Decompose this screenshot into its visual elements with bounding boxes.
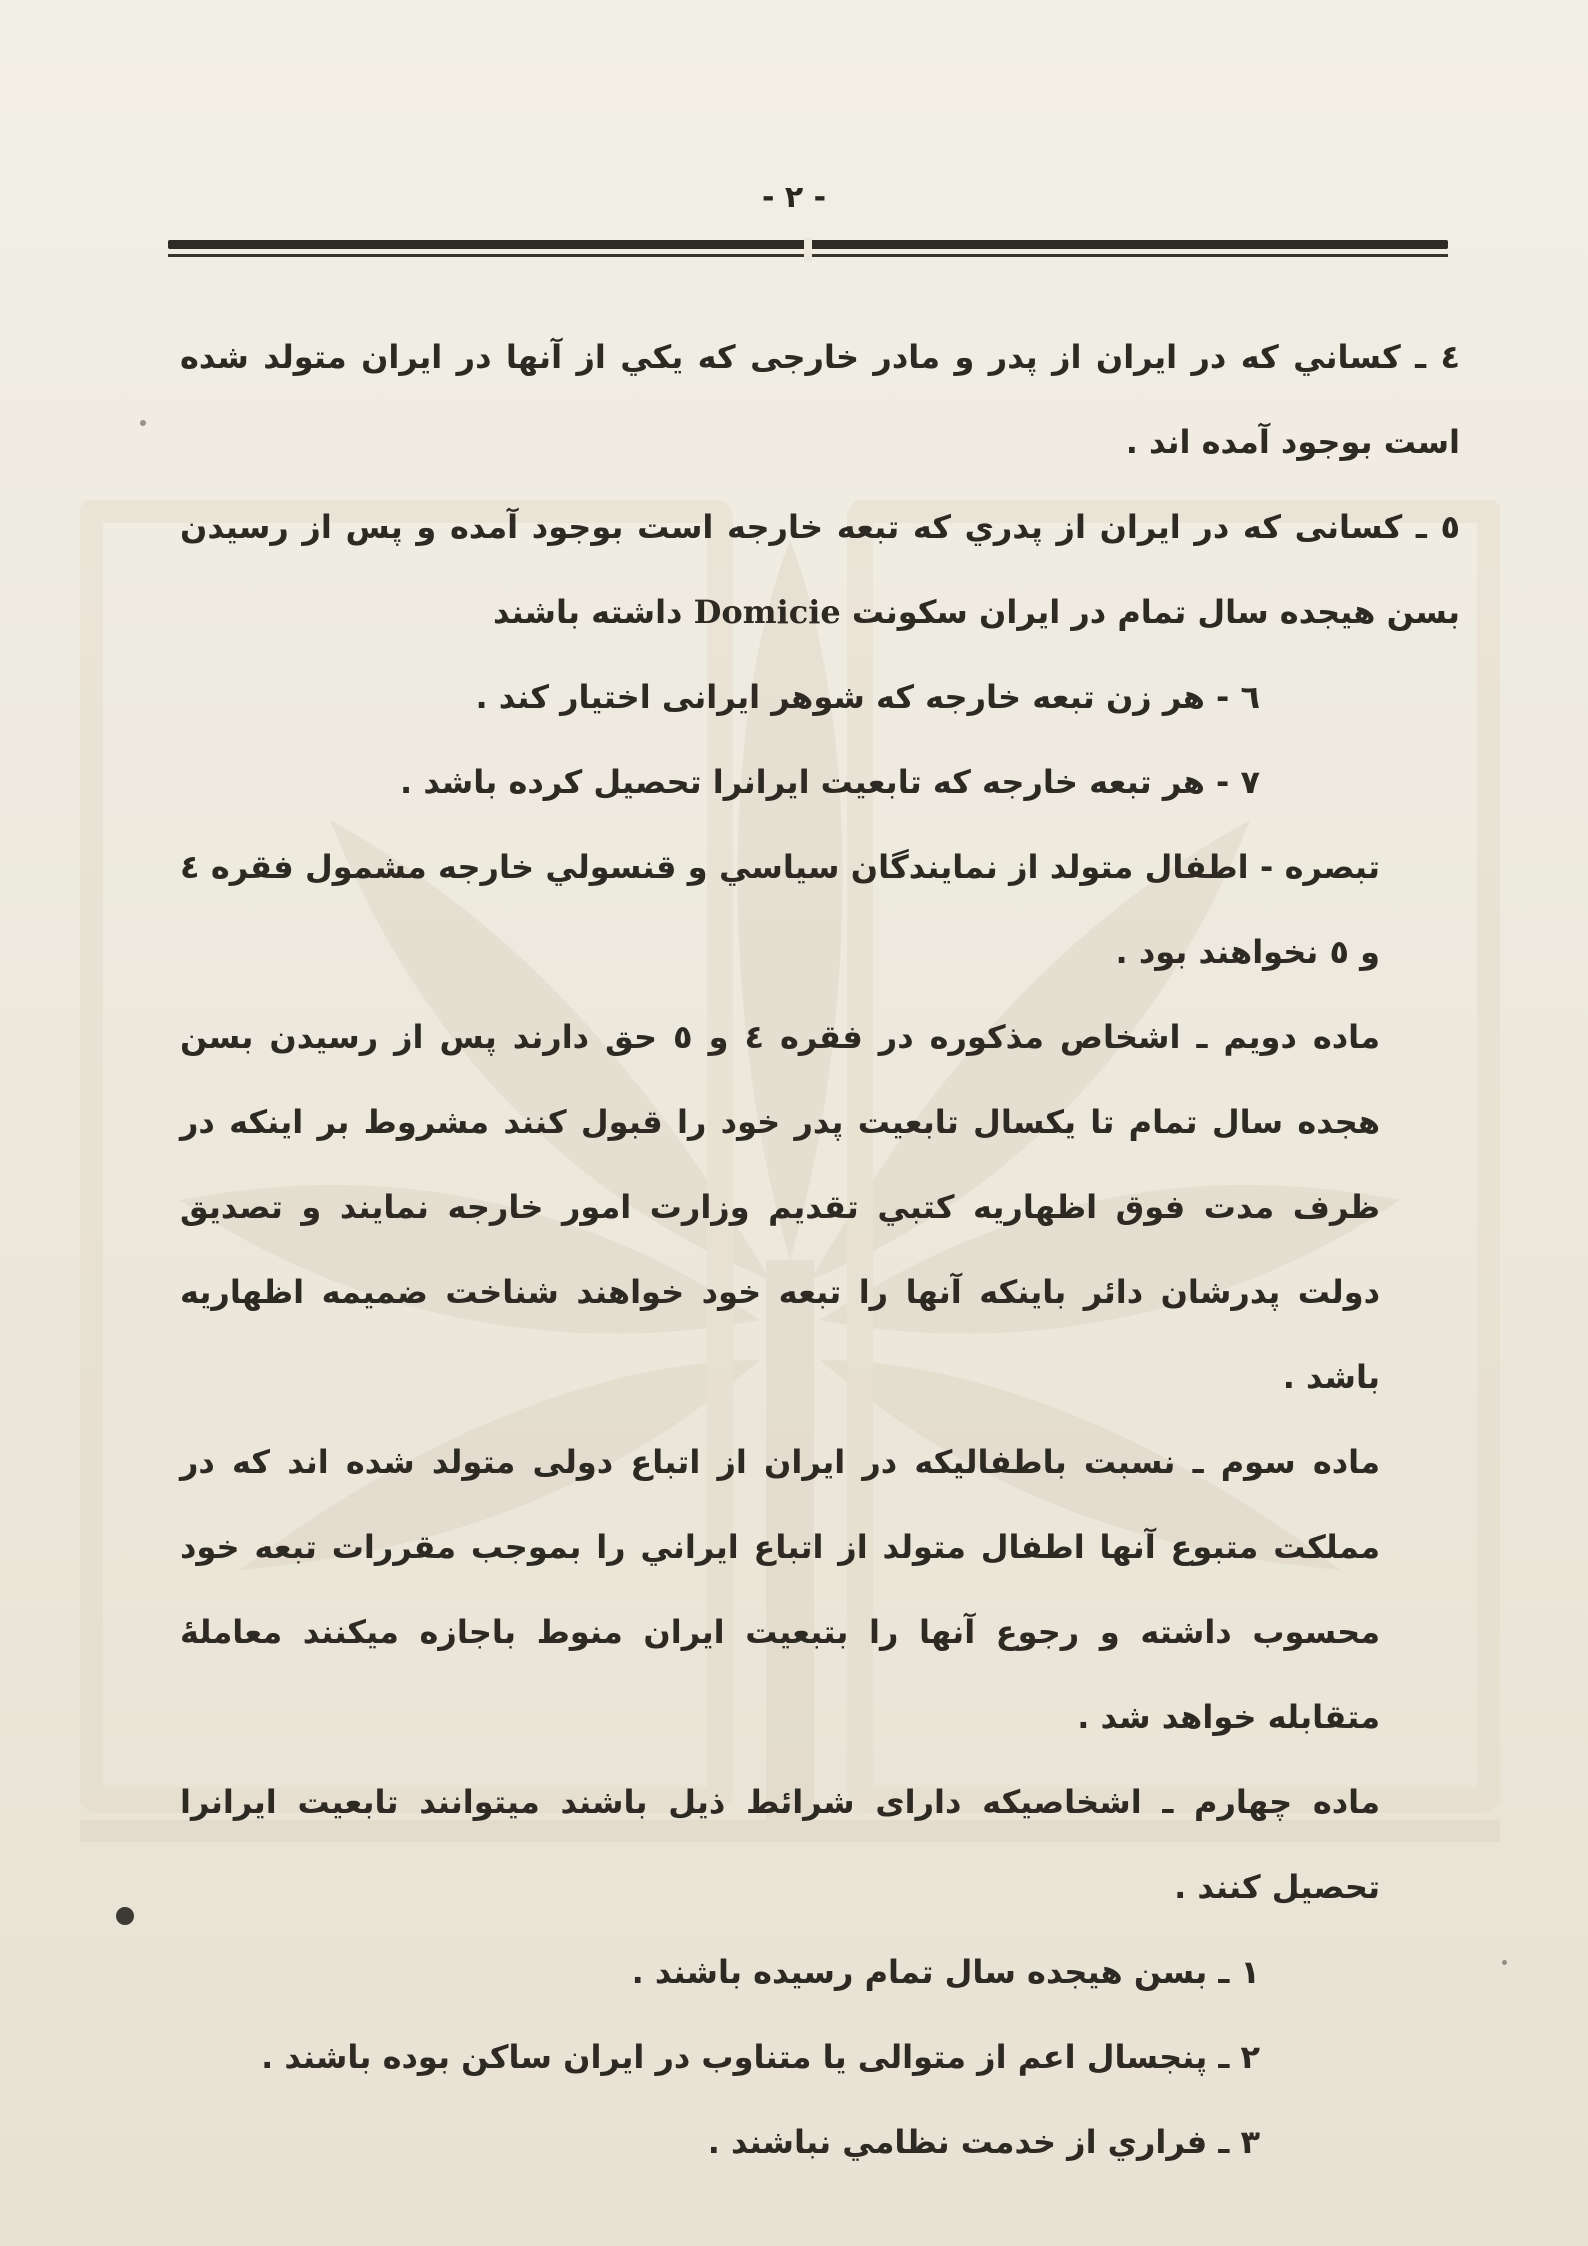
header-double-rule [168, 238, 1448, 268]
article-4: ماده چهارم ـ اشخاصيكه داراى شرائط ذيل باشند ميتوانند تابعيت ايرانرا تحصيل كنند . [180, 1783, 1380, 1906]
ink-spot [116, 1907, 134, 1925]
clause-7: ٧ - هر تبعه خارجه كه تابعيت ايرانرا تحصيل كرده باشد . [400, 763, 1260, 801]
ink-speck [140, 420, 146, 426]
clause-5-latin-term: Domicie [693, 593, 841, 631]
clause-4: ٤ ـ كساني كه در ايران از پدر و مادر خارجی كه يكي از آنها در ايران متولد شده است بوجود آمده اند . [180, 338, 1460, 461]
condition-2: ٢ ـ پنجسال اعم از متوالی يا متناوب در ايران ساكن بوده باشند . [261, 2038, 1260, 2076]
clause-6: ٦ - هر زن تبعه خارجه كه شوهر ايرانی اختيار كند . [475, 678, 1260, 716]
page-number: - ۲ - [761, 180, 827, 215]
condition-3: ٣ ـ فراري از خدمت نظامي نباشند . [707, 2123, 1260, 2161]
clause-5-part-a: ٥ ـ كسانی كه در ايران از پدري كه تبعه خارجه است بوجود آمده و پس از رسيدن بسن هيجده سال تمام در ايران سكونت [180, 508, 1460, 631]
article-3: ماده سوم ـ نسبت باطفاليكه در ايران از اتباع دولی متولد شده اند كه در مملكت متبوع آنها اطفال متولد از اتباع ايراني را بموجب مقررات تبعه خود محسوب داشته و رجوع آنها را بتبعيت ايران منوط باجازه ميكنند معاملهٔ متقابله خواهد شد . [180, 1443, 1380, 1736]
document-body [180, 315, 1460, 2185]
condition-1: ١ ـ بسن هيجده سال تمام رسيده باشند . [631, 1953, 1260, 1991]
clause-5-part-b: داشته باشند [492, 593, 683, 631]
note-paragraph: تبصره - اطفال متولد از نمايندگان سياسي و قنسولي خارجه مشمول فقره ٤ و ٥ نخواهند بود . [180, 848, 1380, 971]
clause-5 [180, 485, 1460, 655]
ink-speck [1502, 1960, 1507, 1965]
article-2: ماده دويم ـ اشخاص مذكوره در فقره ٤ و ٥ حق دارند پس از رسيدن بسن هجده سال تمام تا يكسال تابعيت پدر خود را قبول كنند مشروط بر اينكه در ظرف مدت فوق اظهاريه كتبي تقديم وزارت امور خارجه نمايند و تصديق دولت پدرشان دائر باينكه آنها را تبعه خود خواهند شناخت ضميمه اظهاريه باشد . [180, 1018, 1381, 1396]
